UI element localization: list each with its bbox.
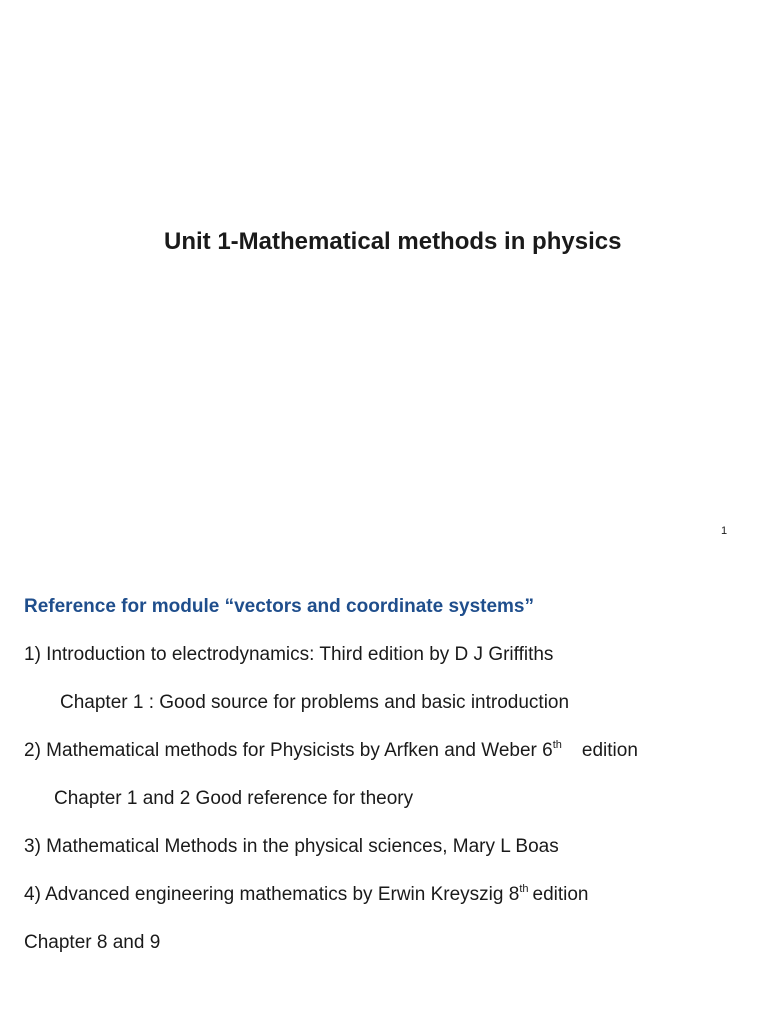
reference-item-3: 3) Mathematical Methods in the physical sciences, Mary L Boas [24,836,559,857]
reference-item-4-note: Chapter 8 and 9 [24,932,161,953]
reference-item-1: 1) Introduction to electrodynamics: Third edition by D J Griffiths [24,644,554,665]
reference-item-4 [24,884,589,906]
reference-item-4-text: 4) Advanced engineering mathematics by Erwin Kreyszig 8 [24,884,520,905]
page-number: 1 [721,525,728,537]
reference-item-1-note: Chapter 1 : Good source for problems and basic introduction [60,692,570,713]
reference-item-2-note: Chapter 1 and 2 Good reference for theory [54,788,414,809]
reference-item-4-superscript: th [519,883,529,895]
references-heading: Reference for module “vectors and coordinate systems” [24,596,534,617]
reference-item-2-text: 2) Mathematical methods for Physicists by Arfken and Weber 6 [24,740,553,761]
reference-item-2-superscript: th [552,739,562,751]
reference-item-4-edition: edition [532,884,589,905]
page-title: Unit 1-Mathematical methods in physics [164,228,622,255]
reference-item-2 [24,740,638,762]
reference-item-2-edition: edition [581,740,638,761]
